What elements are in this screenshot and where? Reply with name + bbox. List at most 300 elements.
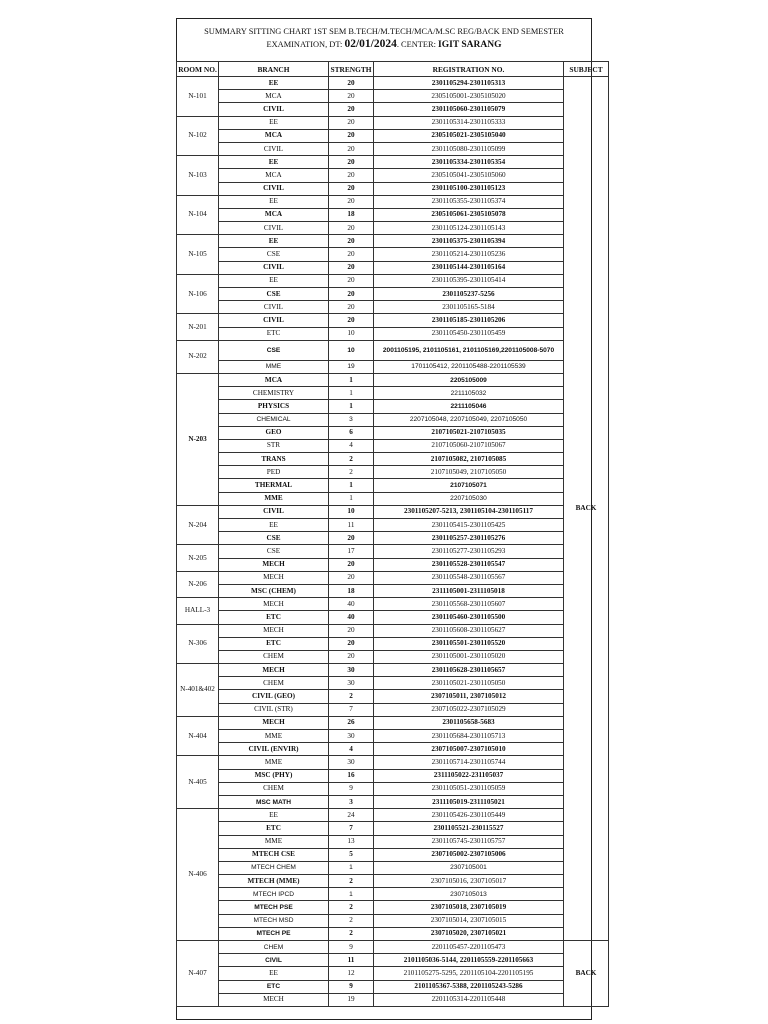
table-row: [177, 261, 609, 274]
registration-cell: 2205105009: [374, 373, 564, 386]
branch-cell: THERMAL: [219, 479, 329, 492]
table-row: [177, 301, 609, 314]
sitting-table: [176, 61, 609, 1007]
strength-cell: 9: [329, 980, 374, 993]
table-row: [177, 77, 609, 90]
table-row: [177, 235, 609, 248]
branch-cell: MTECH (MME): [219, 875, 329, 888]
registration-cell: 2311105022-231105037: [374, 769, 564, 782]
strength-cell: 26: [329, 716, 374, 729]
registration-cell: 2301105277-2301105293: [374, 545, 564, 558]
branch-cell: CSE: [219, 288, 329, 301]
table-row: [177, 505, 609, 518]
table-row: [177, 426, 609, 439]
branch-cell: MME: [219, 835, 329, 848]
strength-cell: 17: [329, 545, 374, 558]
registration-cell: 2211105046: [374, 400, 564, 413]
registration-cell: 2107105082, 2107105085: [374, 453, 564, 466]
registration-cell: 2301105521-230115527: [374, 822, 564, 835]
registration-cell: 2301105658-5683: [374, 716, 564, 729]
registration-cell: 2301105021-2301105050: [374, 677, 564, 690]
sitting-chart-sheet: [176, 18, 603, 1020]
strength-cell: 7: [329, 822, 374, 835]
registration-cell: 2301105426-2301105449: [374, 809, 564, 822]
registration-cell: 2305105061-2305105078: [374, 208, 564, 221]
branch-cell: MCA: [219, 169, 329, 182]
strength-cell: 20: [329, 301, 374, 314]
table-row: [177, 993, 609, 1006]
strength-cell: 10: [329, 505, 374, 518]
branch-cell: EE: [219, 809, 329, 822]
registration-cell: 2307105022-2307105029: [374, 703, 564, 716]
table-row: [177, 809, 609, 822]
document-header: [177, 19, 591, 61]
strength-cell: 30: [329, 664, 374, 677]
strength-cell: 19: [329, 360, 374, 373]
registration-cell: 2207105048, 2207105049, 2207105050: [374, 413, 564, 426]
table-row: [177, 103, 609, 116]
subject-cell: BACK: [564, 77, 609, 941]
branch-cell: MME: [219, 492, 329, 505]
registration-cell: 2301105450-2301105459: [374, 327, 564, 340]
header-title-line: SUMMARY SITTING CHART 1ST SEM B.TECH/M.TECH/MCA/M.SC REG/BACK END SEMESTER: [204, 27, 564, 36]
registration-cell: 2307105016, 2307105017: [374, 875, 564, 888]
registration-cell: 2107105060-2107105067: [374, 439, 564, 452]
registration-cell: 2307105007-2307105010: [374, 743, 564, 756]
branch-cell: ETC: [219, 822, 329, 835]
branch-cell: MME: [219, 756, 329, 769]
strength-cell: 5: [329, 848, 374, 861]
center-label: . CENTER:: [396, 40, 436, 49]
room-cell: N-202: [177, 340, 219, 373]
strength-cell: 20: [329, 77, 374, 90]
table-row: [177, 545, 609, 558]
branch-cell: MTECH IPCD: [219, 888, 329, 901]
registration-cell: 2301105257-2301105276: [374, 532, 564, 545]
table-row: [177, 340, 609, 360]
branch-cell: PHYSICS: [219, 400, 329, 413]
registration-cell: 2311105001-2311105018: [374, 584, 564, 597]
table-row: [177, 169, 609, 182]
branch-cell: EE: [219, 156, 329, 169]
registration-cell: 2307105001: [374, 861, 564, 874]
strength-cell: 18: [329, 208, 374, 221]
strength-cell: 20: [329, 195, 374, 208]
registration-cell: 2301105214-2301105236: [374, 248, 564, 261]
branch-cell: ETC: [219, 327, 329, 340]
strength-cell: 11: [329, 519, 374, 532]
branch-cell: CIVIL: [219, 142, 329, 155]
registration-cell: 2305105041-2305105060: [374, 169, 564, 182]
branch-cell: MCA: [219, 129, 329, 142]
table-row: [177, 584, 609, 597]
table-row: [177, 914, 609, 927]
room-cell: HALL-3: [177, 598, 219, 624]
registration-cell: 2301105124-2301105143: [374, 222, 564, 235]
strength-cell: 13: [329, 835, 374, 848]
registration-cell: 2301105460-2301105500: [374, 611, 564, 624]
branch-cell: CSE: [219, 340, 329, 360]
branch-cell: MECH: [219, 571, 329, 584]
room-cell: N-401&402: [177, 664, 219, 717]
table-row: [177, 769, 609, 782]
branch-cell: CIVIL: [219, 314, 329, 327]
table-row: [177, 400, 609, 413]
strength-cell: 20: [329, 169, 374, 182]
table-row: [177, 453, 609, 466]
registration-cell: 2001105195, 2101105161, 2101105169,2201105008-5070: [374, 340, 564, 360]
table-row: [177, 861, 609, 874]
branch-cell: ETC: [219, 611, 329, 624]
strength-cell: 12: [329, 967, 374, 980]
center-name: IGIT SARANG: [438, 40, 502, 50]
strength-cell: 16: [329, 769, 374, 782]
strength-cell: 20: [329, 532, 374, 545]
branch-cell: ETC: [219, 637, 329, 650]
branch-cell: EE: [219, 274, 329, 287]
table-row: [177, 624, 609, 637]
room-cell: N-105: [177, 235, 219, 275]
branch-cell: ETC: [219, 980, 329, 993]
table-row: [177, 690, 609, 703]
table-row: [177, 314, 609, 327]
registration-cell: 2305105001-2305105020: [374, 90, 564, 103]
branch-cell: MECH: [219, 598, 329, 611]
room-cell: N-106: [177, 274, 219, 314]
branch-cell: MCA: [219, 208, 329, 221]
table-row: [177, 288, 609, 301]
registration-cell: 2301105608-2301105627: [374, 624, 564, 637]
strength-cell: 9: [329, 782, 374, 795]
strength-cell: 24: [329, 809, 374, 822]
table-row: [177, 756, 609, 769]
table-row: [177, 875, 609, 888]
registration-cell: 2301105237-5256: [374, 288, 564, 301]
strength-cell: 2: [329, 901, 374, 914]
strength-cell: 9: [329, 941, 374, 954]
branch-cell: EE: [219, 967, 329, 980]
table-row: [177, 901, 609, 914]
strength-cell: 20: [329, 248, 374, 261]
table-row: [177, 822, 609, 835]
branch-cell: MTECH CSE: [219, 848, 329, 861]
table-row: [177, 519, 609, 532]
branch-cell: MECH: [219, 664, 329, 677]
strength-cell: 20: [329, 274, 374, 287]
col-header-branch: BRANCH: [219, 62, 329, 77]
registration-cell: 2301105080-2301105099: [374, 142, 564, 155]
room-cell: N-101: [177, 77, 219, 117]
branch-cell: PED: [219, 466, 329, 479]
table-row: [177, 637, 609, 650]
branch-cell: CIVIL: [219, 954, 329, 967]
strength-cell: 2: [329, 466, 374, 479]
strength-cell: 6: [329, 426, 374, 439]
registration-cell: 2301105415-2301105425: [374, 519, 564, 532]
table-row: [177, 360, 609, 373]
registration-cell: 2201105457-2201105473: [374, 941, 564, 954]
subject-cell: BACK: [564, 941, 609, 1007]
table-row: [177, 664, 609, 677]
registration-cell: 2301105568-2301105607: [374, 598, 564, 611]
col-header-subject: SUBJECT: [564, 62, 609, 77]
table-row: [177, 248, 609, 261]
registration-cell: 2301105100-2301105123: [374, 182, 564, 195]
registration-cell: 2301105294-2301105313: [374, 77, 564, 90]
table-row: [177, 532, 609, 545]
strength-cell: 20: [329, 314, 374, 327]
table-row: [177, 611, 609, 624]
registration-cell: 2301105528-2301105547: [374, 558, 564, 571]
room-cell: N-407: [177, 941, 219, 1007]
strength-cell: 20: [329, 235, 374, 248]
branch-cell: EE: [219, 235, 329, 248]
branch-cell: CHEM: [219, 941, 329, 954]
table-row: [177, 413, 609, 426]
table-row: [177, 941, 609, 954]
table-row: [177, 954, 609, 967]
branch-cell: EE: [219, 77, 329, 90]
strength-cell: 20: [329, 261, 374, 274]
branch-cell: MTECH PSE: [219, 901, 329, 914]
room-cell: N-306: [177, 624, 219, 664]
registration-cell: 2301105001-2301105020: [374, 650, 564, 663]
strength-cell: 20: [329, 288, 374, 301]
branch-cell: MCA: [219, 373, 329, 386]
table-row: [177, 703, 609, 716]
branch-cell: CIVIL: [219, 103, 329, 116]
branch-cell: CIVIL: [219, 505, 329, 518]
table-row: [177, 327, 609, 340]
table-row: [177, 650, 609, 663]
table-row: [177, 795, 609, 808]
table-row: [177, 677, 609, 690]
registration-cell: 2301105207-5213, 2301105104-2301105117: [374, 505, 564, 518]
branch-cell: STR: [219, 439, 329, 452]
strength-cell: 20: [329, 156, 374, 169]
table-row: [177, 373, 609, 386]
strength-cell: 7: [329, 703, 374, 716]
table-row: [177, 466, 609, 479]
branch-cell: CIVIL: [219, 301, 329, 314]
registration-cell: 2101105036-5144, 2201105559-2201105663: [374, 954, 564, 967]
table-row: [177, 222, 609, 235]
registration-cell: 2301105185-2301105206: [374, 314, 564, 327]
strength-cell: 4: [329, 439, 374, 452]
registration-cell: 2307105020, 2307105021: [374, 927, 564, 940]
registration-cell: 2301105314-2301105333: [374, 116, 564, 129]
strength-cell: 20: [329, 116, 374, 129]
registration-cell: 1701105412, 2201105488-2201105539: [374, 360, 564, 373]
branch-cell: CHEMISTRY: [219, 387, 329, 400]
branch-cell: MECH: [219, 993, 329, 1006]
registration-cell: 2307105013: [374, 888, 564, 901]
branch-cell: CHEM: [219, 782, 329, 795]
registration-cell: 2101105367-5388, 2201105243-5286: [374, 980, 564, 993]
table-row: [177, 156, 609, 169]
table-row: [177, 90, 609, 103]
col-header-room: ROOM NO.: [177, 62, 219, 77]
registration-cell: 2307105018, 2307105019: [374, 901, 564, 914]
strength-cell: 20: [329, 90, 374, 103]
branch-cell: MSC MATH: [219, 795, 329, 808]
branch-cell: MSC (CHEM): [219, 584, 329, 597]
branch-cell: CIVIL (ENVIR): [219, 743, 329, 756]
strength-cell: 10: [329, 340, 374, 360]
table-row: [177, 274, 609, 287]
registration-cell: 2307105011, 2307105012: [374, 690, 564, 703]
registration-cell: 2301105165-5184: [374, 301, 564, 314]
table-row: [177, 967, 609, 980]
strength-cell: 4: [329, 743, 374, 756]
branch-cell: MME: [219, 730, 329, 743]
table-row: [177, 782, 609, 795]
registration-cell: 2307105002-2307105006: [374, 848, 564, 861]
branch-cell: CSE: [219, 532, 329, 545]
table-header-row: [177, 62, 609, 77]
strength-cell: 30: [329, 730, 374, 743]
table-body: [177, 77, 609, 1007]
table-row: [177, 571, 609, 584]
branch-cell: CIVIL (GEO): [219, 690, 329, 703]
registration-cell: 2301105548-2301105567: [374, 571, 564, 584]
strength-cell: 2: [329, 875, 374, 888]
registration-cell: 2301105144-2301105164: [374, 261, 564, 274]
table-row: [177, 116, 609, 129]
strength-cell: 1: [329, 861, 374, 874]
registration-cell: 2301105060-2301105079: [374, 103, 564, 116]
branch-cell: TRANS: [219, 453, 329, 466]
strength-cell: 20: [329, 129, 374, 142]
strength-cell: 20: [329, 558, 374, 571]
registration-cell: 2307105014, 2307105015: [374, 914, 564, 927]
strength-cell: 1: [329, 373, 374, 386]
room-cell: N-104: [177, 195, 219, 235]
table-row: [177, 439, 609, 452]
table-row: [177, 835, 609, 848]
strength-cell: 2: [329, 453, 374, 466]
strength-cell: 20: [329, 103, 374, 116]
room-cell: N-204: [177, 505, 219, 545]
table-row: [177, 558, 609, 571]
strength-cell: 10: [329, 327, 374, 340]
strength-cell: 1: [329, 492, 374, 505]
branch-cell: CIVIL: [219, 261, 329, 274]
table-row: [177, 927, 609, 940]
strength-cell: 20: [329, 624, 374, 637]
branch-cell: CHEMICAL: [219, 413, 329, 426]
strength-cell: 11: [329, 954, 374, 967]
strength-cell: 18: [329, 584, 374, 597]
registration-cell: 2305105021-2305105040: [374, 129, 564, 142]
table-row: [177, 888, 609, 901]
strength-cell: 1: [329, 387, 374, 400]
room-cell: N-406: [177, 809, 219, 941]
branch-cell: GEO: [219, 426, 329, 439]
registration-cell: 2301105051-2301105059: [374, 782, 564, 795]
room-cell: N-103: [177, 156, 219, 196]
table-row: [177, 730, 609, 743]
table-row: [177, 182, 609, 195]
registration-cell: 2101105275-5295, 2201105104-2201105195: [374, 967, 564, 980]
branch-cell: CIVIL (STR): [219, 703, 329, 716]
table-row: [177, 387, 609, 400]
strength-cell: 40: [329, 611, 374, 624]
registration-cell: 2107105021-2107105035: [374, 426, 564, 439]
strength-cell: 20: [329, 637, 374, 650]
exam-date: 02/01/2024: [344, 38, 397, 50]
room-cell: N-201: [177, 314, 219, 340]
strength-cell: 20: [329, 650, 374, 663]
strength-cell: 20: [329, 142, 374, 155]
branch-cell: MECH: [219, 624, 329, 637]
registration-cell: 2311105019-2311105021: [374, 795, 564, 808]
table-row: [177, 208, 609, 221]
strength-cell: 2: [329, 914, 374, 927]
branch-cell: EE: [219, 195, 329, 208]
registration-cell: 2301105628-2301105657: [374, 664, 564, 677]
branch-cell: CHEM: [219, 677, 329, 690]
col-header-registration: REGISTRATION NO.: [374, 62, 564, 77]
strength-cell: 2: [329, 927, 374, 940]
strength-cell: 20: [329, 182, 374, 195]
exam-label: EXAMINATION, DT:: [266, 40, 343, 49]
room-cell: N-206: [177, 571, 219, 597]
room-cell: N-205: [177, 545, 219, 571]
registration-cell: 2107105071: [374, 479, 564, 492]
strength-cell: 3: [329, 413, 374, 426]
table-row: [177, 598, 609, 611]
registration-cell: 2301105745-2301105757: [374, 835, 564, 848]
table-row: [177, 716, 609, 729]
branch-cell: CHEM: [219, 650, 329, 663]
table-row: [177, 492, 609, 505]
col-header-strength: STRENGTH: [329, 62, 374, 77]
room-cell: N-102: [177, 116, 219, 156]
header-exam-line: [177, 38, 591, 52]
branch-cell: MCA: [219, 90, 329, 103]
branch-cell: MSC (PHY): [219, 769, 329, 782]
branch-cell: MTECH CHEM: [219, 861, 329, 874]
branch-cell: MTECH MSD: [219, 914, 329, 927]
branch-cell: CSE: [219, 545, 329, 558]
branch-cell: MECH: [219, 716, 329, 729]
table-row: [177, 743, 609, 756]
room-cell: N-203: [177, 373, 219, 505]
branch-cell: MECH: [219, 558, 329, 571]
branch-cell: EE: [219, 116, 329, 129]
room-cell: N-404: [177, 716, 219, 756]
registration-cell: 2301105375-2301105394: [374, 235, 564, 248]
branch-cell: MTECH PE: [219, 927, 329, 940]
branch-cell: CIVIL: [219, 222, 329, 235]
strength-cell: 2: [329, 690, 374, 703]
registration-cell: 2301105355-2301105374: [374, 195, 564, 208]
strength-cell: 40: [329, 598, 374, 611]
registration-cell: 2211105032: [374, 387, 564, 400]
strength-cell: 19: [329, 993, 374, 1006]
strength-cell: 1: [329, 400, 374, 413]
strength-cell: 20: [329, 571, 374, 584]
table-row: [177, 129, 609, 142]
branch-cell: MME: [219, 360, 329, 373]
registration-cell: 2301105501-2301105520: [374, 637, 564, 650]
table-row: [177, 195, 609, 208]
registration-cell: 2301105395-2301105414: [374, 274, 564, 287]
registration-cell: 2301105714-2301105744: [374, 756, 564, 769]
strength-cell: 30: [329, 756, 374, 769]
strength-cell: 1: [329, 888, 374, 901]
